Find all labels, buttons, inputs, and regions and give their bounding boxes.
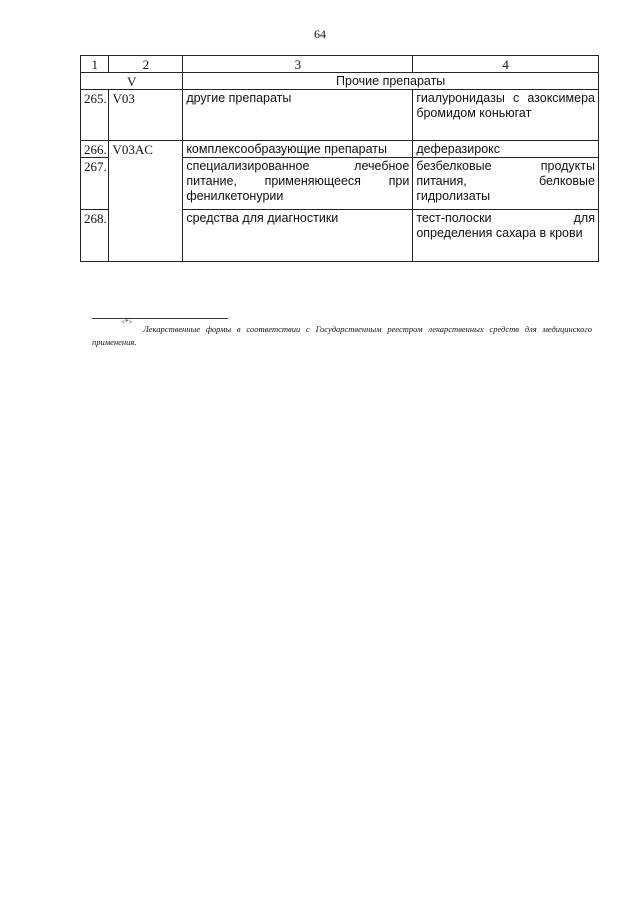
row-number: 265. [81,90,109,141]
drug-name: тест-полоски для определения сахара в крови [413,210,599,262]
header-col-3: 3 [183,56,413,73]
drug-name: деферазирокс [413,141,599,158]
header-col-2: 2 [109,56,183,73]
header-col-1: 1 [81,56,109,73]
footnote-text: Лекарственные формы в соответствии с Государственным реестром лекарственных средств для медицинского применения. [92,324,592,347]
row-number: 268. [81,210,109,262]
drug-group: специализированное лечебное питание, применяющееся при фенилкетонурии [183,158,413,210]
drug-name: гиалуронидазы с азоксимера бромидом коньюгат [413,90,599,141]
header-col-4: 4 [413,56,599,73]
drug-group: другие препараты [183,90,413,141]
table-row [81,141,599,158]
footnote-mark: <*> [121,318,133,326]
page-number: 64 [314,27,326,41]
row-number: 267. [81,158,109,210]
group-title: Прочие препараты [183,73,599,90]
atc-code: V03 [109,90,183,141]
medications-table [80,55,599,262]
row-number: 266. [81,141,109,158]
group-row [81,73,599,90]
atc-code: V03AC [109,141,183,262]
drug-group: средства для диагностики [183,210,413,262]
table-header-row [81,56,599,73]
footnote-divider [92,318,228,319]
table-row [81,90,599,141]
drug-name: безбелковые продукты питания, белковые гидролизаты [413,158,599,210]
group-code: V [81,73,183,90]
drug-group: комплексообразующие препараты [183,141,413,158]
